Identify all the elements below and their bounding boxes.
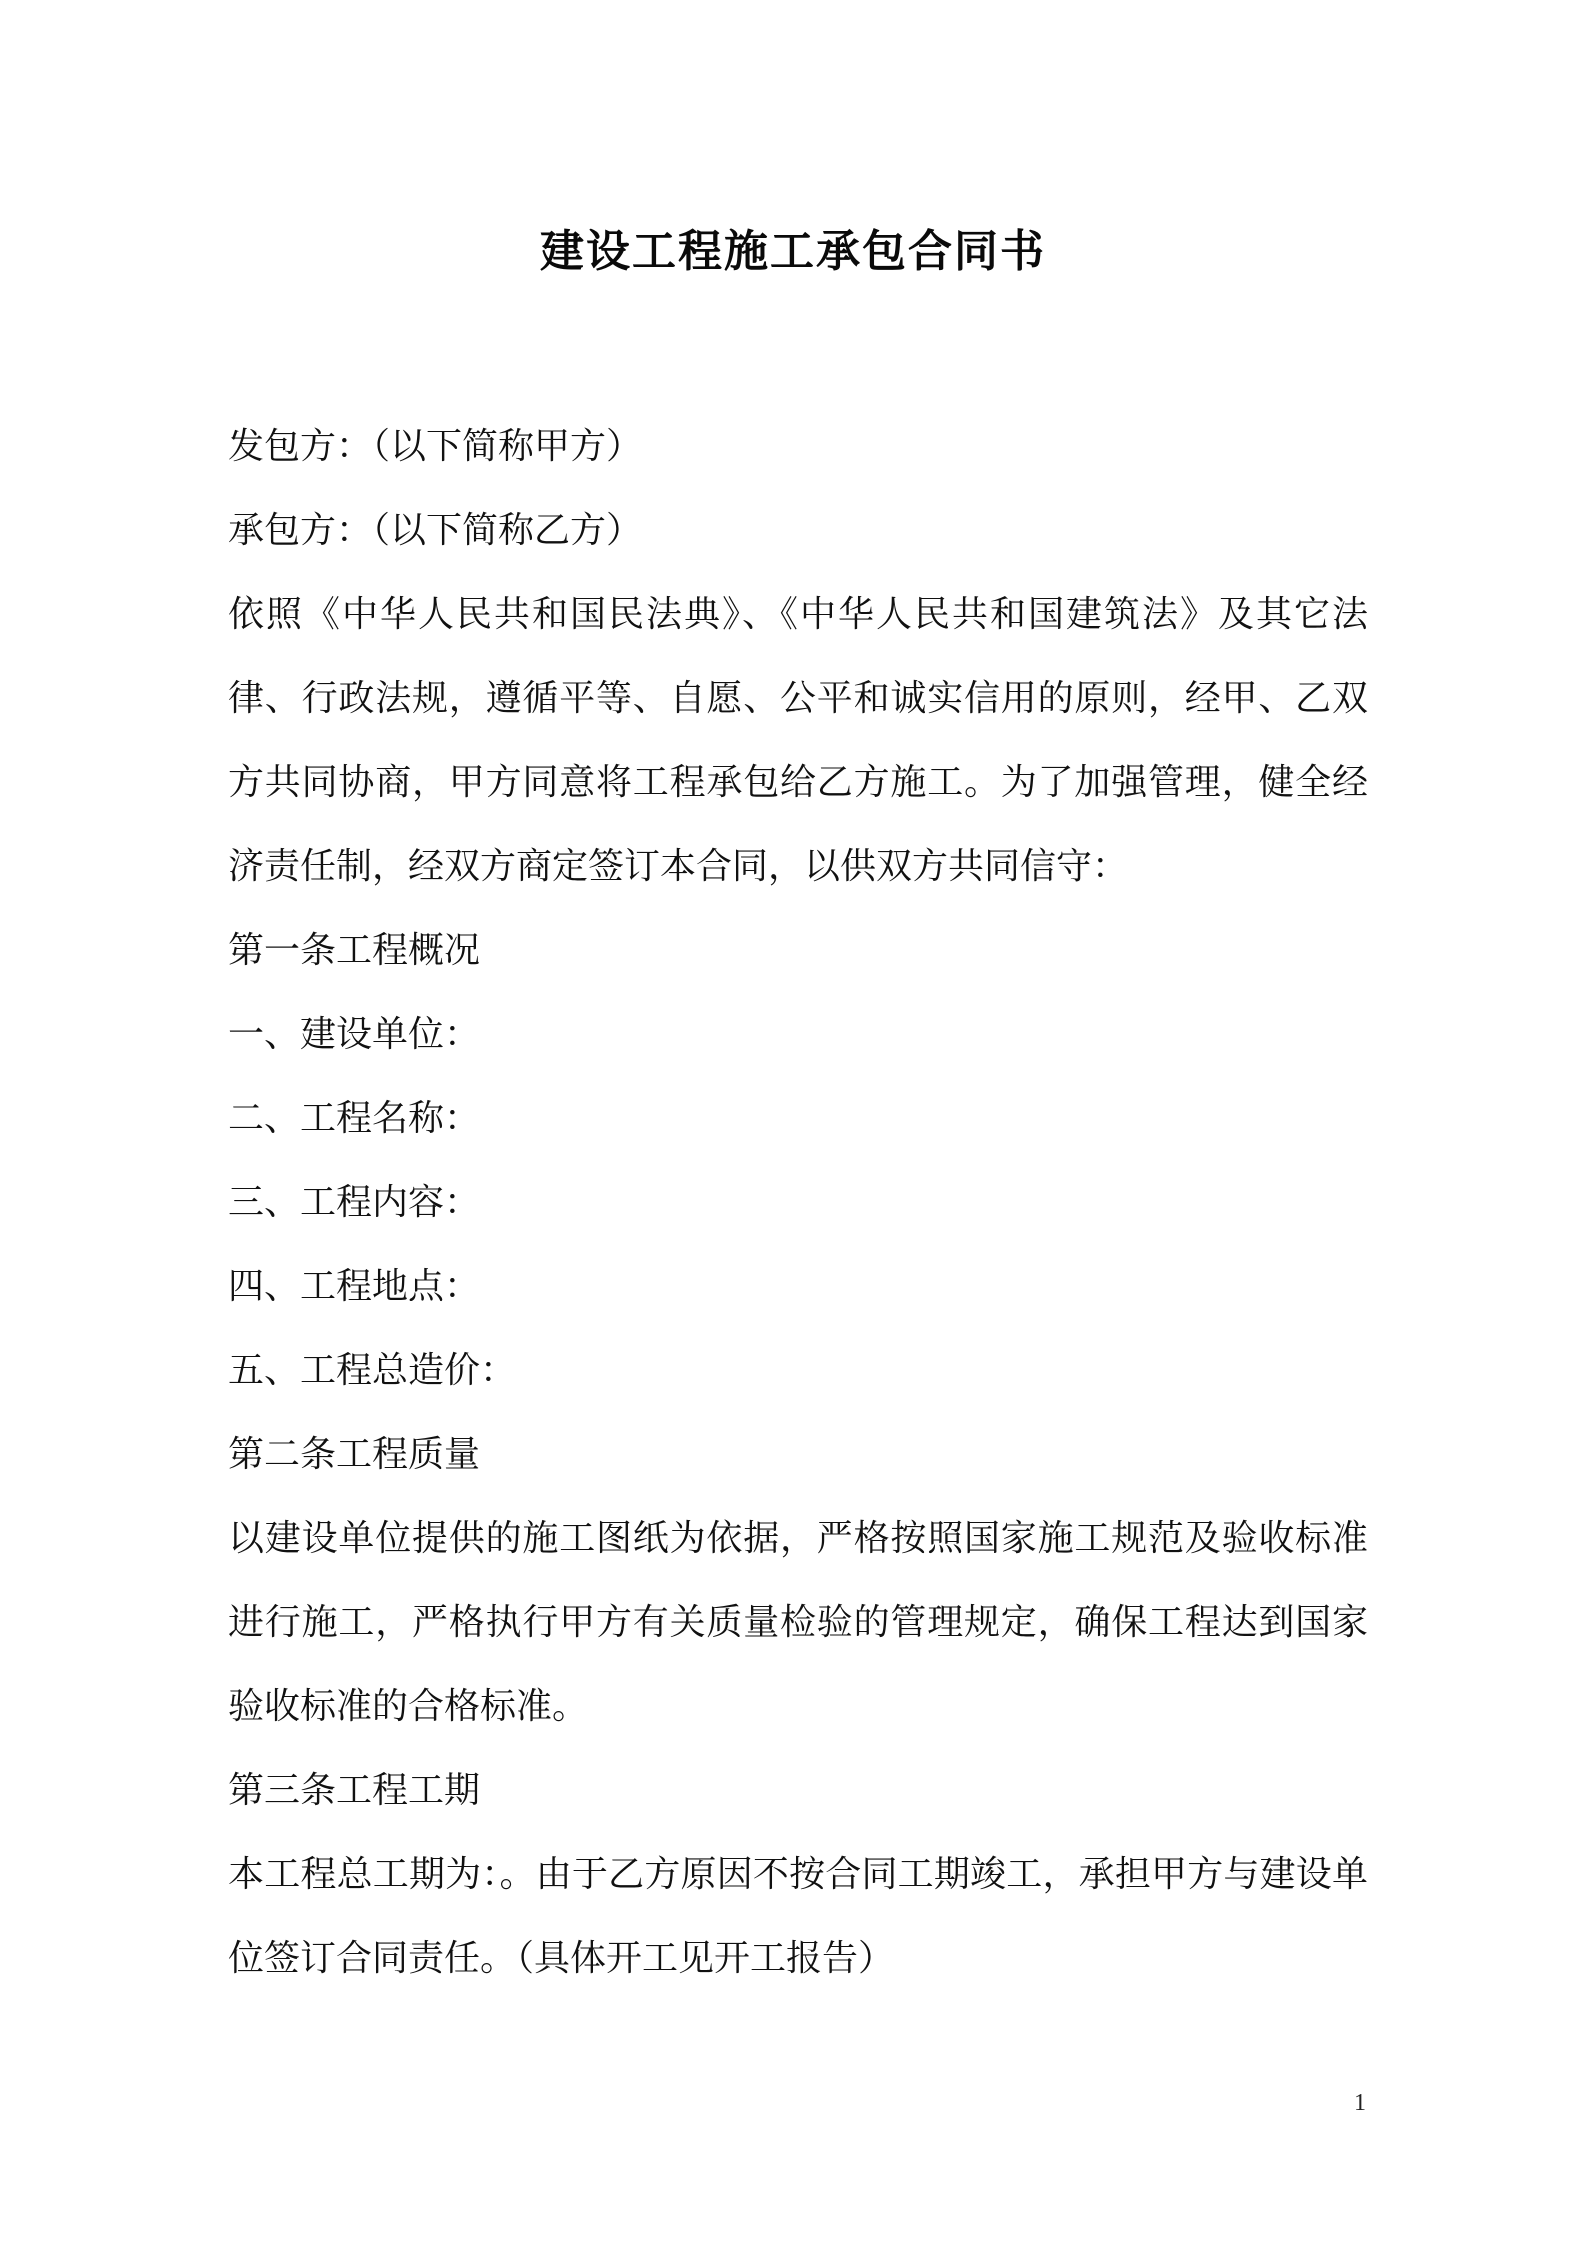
article-3-paragraph: 本工程总工期为：。由于乙方原因不按合同工期竣工，承担甲方与建设单位签订合同责任。（具体开工见开工报告） xyxy=(228,1854,1368,1979)
party-a-line: 发包方：（以下简称甲方） xyxy=(228,426,643,467)
article-1-item-4: 四、工程地点： xyxy=(228,1266,481,1307)
document-title: 建设工程施工承包合同书 xyxy=(540,226,1046,277)
article-1-item-5: 五、工程总造价： xyxy=(228,1350,517,1391)
preamble-paragraph: 依照《中华人民共和国民法典》、《中华人民共和国建筑法》及其它法律、行政法规，遵循平等、自愿、公平和诚实信用的原则，经甲、乙双方共同协商，甲方同意将工程承包给乙方施工。为了加强管理，健全经济责任制，经双方商定签订本合同，以供双方共同信守： xyxy=(228,594,1368,887)
article-1-heading: 第一条工程概况 xyxy=(228,930,481,971)
article-2-heading: 第二条工程质量 xyxy=(228,1434,481,1475)
article-1-item-1: 一、建设单位： xyxy=(228,1014,481,1055)
page-number: 1 xyxy=(1354,2090,1366,2116)
article-1-item-2: 二、工程名称： xyxy=(228,1098,481,1139)
article-3-heading: 第三条工程工期 xyxy=(228,1770,481,1811)
article-2-paragraph: 以建设单位提供的施工图纸为依据，严格按照国家施工规范及验收标准进行施工，严格执行甲方有关质量检验的管理规定，确保工程达到国家验收标准的合格标准。 xyxy=(228,1518,1368,1727)
article-1-item-3: 三、工程内容： xyxy=(228,1182,481,1223)
document-body xyxy=(228,405,1368,2001)
party-b-line: 承包方：（以下简称乙方） xyxy=(228,510,643,551)
